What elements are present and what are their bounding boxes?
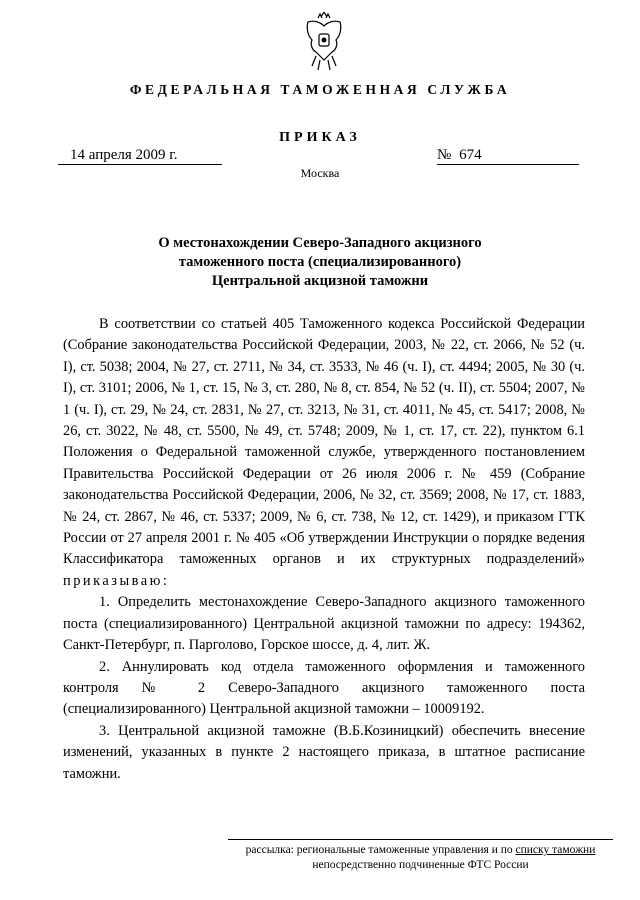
item-2: 2. Аннулировать код отдела таможенного оформления и таможенного контроля № 2 Северо-Западного акцизного таможенного поста (специализированного) Центральной акцизной таможни – 10009192. xyxy=(63,658,585,718)
preamble-paragraph xyxy=(63,314,585,592)
item-1: 1. Определить местонахождение Северо-Западного акцизного таможенного поста (специализированного) Центральной акцизной таможни по адресу: 194362, Санкт-Петербург, п. Парголово, Горское шоссе, д. 4, лит. Ж. xyxy=(63,594,585,654)
agency-name: ФЕДЕРАЛЬНАЯ ТАМОЖЕННАЯ СЛУЖБА xyxy=(129,82,511,97)
distribution-line-1 xyxy=(228,843,613,858)
title-line-3: Центральной акцизной таможни xyxy=(211,273,429,289)
distribution-underlined: списку таможни xyxy=(515,844,596,856)
item-3: 3. Центральной акцизной таможне (В.Б.Козиницкий) обеспечить внесение изменений, указанных в пункте 2 настоящего приказа, в штатное расписание таможни. xyxy=(63,722,585,782)
document-title xyxy=(0,234,640,291)
title-line-2: таможенного поста (специализированного) xyxy=(178,254,462,270)
city: Москва xyxy=(300,166,340,180)
order-number xyxy=(437,147,579,165)
coat-of-arms-icon xyxy=(300,12,348,72)
distribution-line-2: непосредственно подчиненные ФТС России xyxy=(312,859,529,871)
distribution-prefix: рассылка: региональные таможенные управления и по xyxy=(245,844,513,856)
number-label: № xyxy=(437,147,452,163)
document-type: ПРИКАЗ xyxy=(279,130,361,145)
order-date: 14 апреля 2009 г. xyxy=(58,147,222,165)
number-value: 674 xyxy=(459,147,482,163)
order-word: приказываю: xyxy=(63,572,170,589)
document-body xyxy=(63,314,585,785)
title-line-1: О местонахождении Северо-Западного акцизного xyxy=(158,235,482,251)
distribution-rule xyxy=(228,839,613,840)
distribution-list xyxy=(228,843,613,873)
preamble-text: В соответствии со статьей 405 Таможенного кодекса Российской Федерации (Собрание законодательства Российской Федерации, 2003, № 22, ст. 2066, № 52 (ч. I), ст. 5038; 2004, № 27, ст. 2711, № 34, ст. 3533, № 46 (ч. I), ст. 4494; 2005, № 30 (ч. I), ст. 3101; 2006, № 1, ст. 15, № 3, ст. 280, № 8, ст. 854, № 52 (ч. II), ст. 5504; 2007, № 1 (ч. I), ст. 29, № 24, ст. 2831, № 27, ст. 3213, № 31, ст. 4011, № 45, ст. 5417; 2008, № 26, ст. 3022, № 48, ст. 5500, № 49, ст. 5748; 2009, № 1, ст. 17, ст. 22), пунктом 6.1 Положения о Федеральной таможенной службе, утвержденного постановлением Правительства Российской Федерации от 26 июля 2006 г. № 459 (Собрание законодательства Российской Федерации, 2006, № 32, ст. 3569; 2008, № 17, ст. 1883, № 24, ст. 2867, № 46, ст. 5337; 2009, № 6, ст. 738, № 12, ст. 1429), и приказом ГТК России от 27 апреля 2001 г. № 405 «Об утверждении Инструкции о порядке ведения Классификатора таможенных органов и их структурных подразделений» xyxy=(63,316,585,568)
